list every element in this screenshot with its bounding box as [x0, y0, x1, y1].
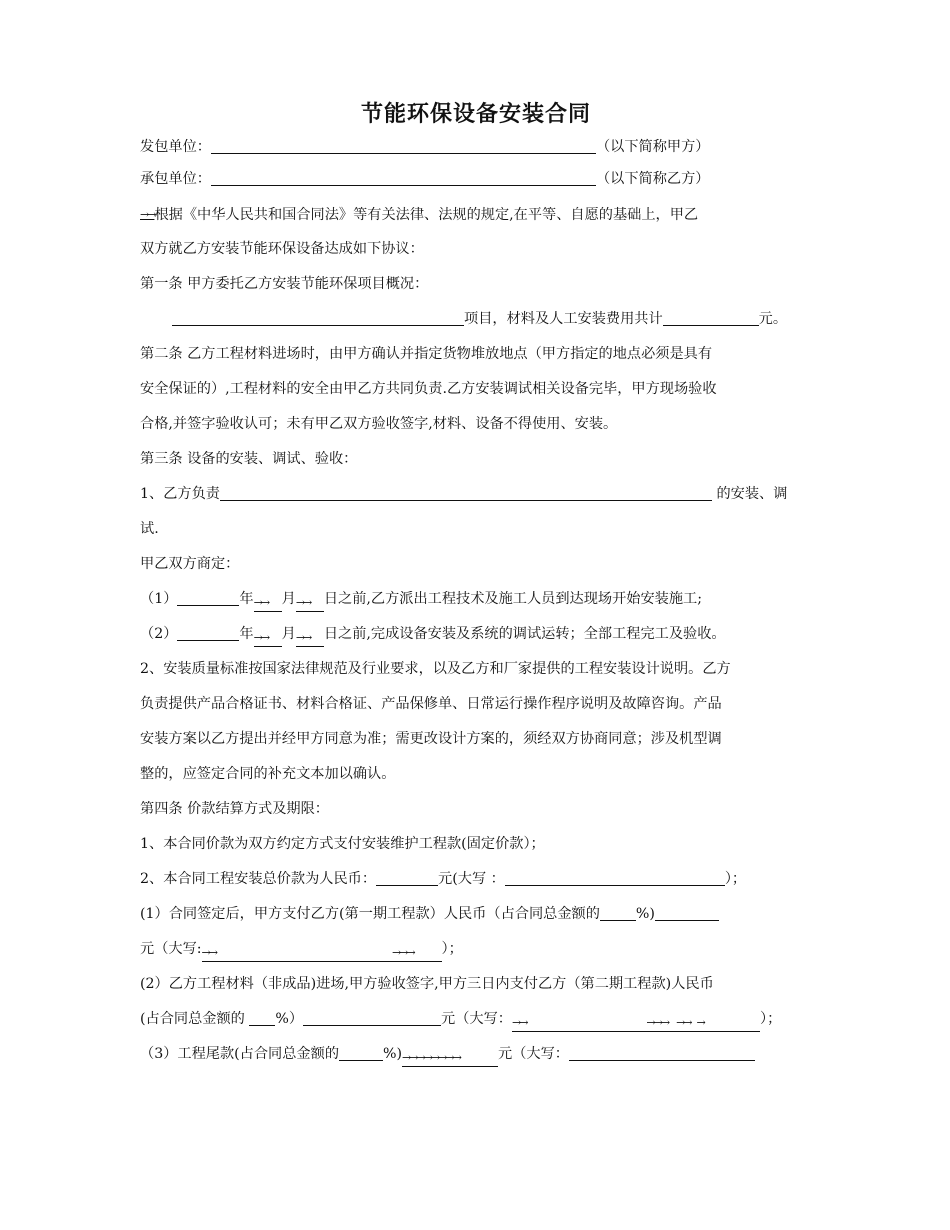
cost-blank[interactable] [663, 309, 759, 326]
final-payment-amount-blank[interactable]: →→→→→→→→ [402, 1050, 498, 1067]
line-contractor [140, 162, 812, 197]
first-payment-text: (1）合同签定后，甲方支付乙方(第一期工程款）人民币（占合同总金额的 [140, 906, 600, 922]
article-2-line-1: 第二条 乙方工程材料进场时，由甲方确认并指定货物堆放地点（甲方指定的地点必须是具有 [140, 346, 713, 362]
complete-date-text: 日之前,完成设备安装及系统的调试运转；全部工程完工及验收。 [323, 626, 726, 642]
total-price-blank[interactable] [376, 869, 438, 886]
first-payment-amount-blank[interactable] [655, 904, 719, 921]
first-payment-uppercase-label: 元（大写: [140, 941, 202, 957]
item-1-number: （1） [140, 591, 178, 607]
contractor-label: 承包单位： [140, 171, 211, 187]
second-payment-uppercase-label: 元（大写： [441, 1011, 512, 1027]
line-second-payment: (2）乙方工程材料（非成品)进场,甲方验收签字,甲方三日内支付乙方（第二期工程款)人民币 [140, 976, 714, 992]
line-employer [140, 132, 812, 162]
total-price-label: 2、本合同工程安装总价款为人民币： [140, 871, 377, 887]
second-payment-amount-blank[interactable] [303, 1009, 441, 1026]
complete-day-blank[interactable]: →→ [296, 630, 324, 647]
price-line-1: 1、本合同价款为双方约定方式支付安装维护工程款(固定价款）； [140, 836, 545, 852]
employer-suffix: （以下简称甲方） [595, 139, 710, 155]
total-price-close: ）； [724, 871, 747, 887]
arrow-mark: → [406, 946, 414, 959]
arrow-mark: →→ [511, 1016, 527, 1029]
arrow-mark: →→ [391, 946, 407, 959]
article-2-line-2: 安全保证的）,工程材料的安全由甲乙方共同负责.乙方安装调试相关设备完毕，甲方现场验收 [140, 381, 717, 397]
employer-label: 发包单位： [140, 139, 211, 155]
article-4-heading: 第四条 价款结算方式及期限： [140, 801, 329, 817]
quality-line-2: 负责提供产品合格证书、材料合格证、产品保修单、日常运行操作程序说明及故障咨询。产品 [140, 696, 722, 712]
line-preamble-2: 双方就乙方安装节能环保设备达成如下协议： [140, 241, 424, 257]
arrow-mark: → [696, 1016, 704, 1029]
line-first-payment [140, 897, 812, 932]
project-name-blank[interactable] [172, 309, 464, 326]
project-cost-text: 项目，材料及人工安装费用共计 [464, 311, 663, 327]
quality-line-4: 整的，应签定合同的补充文本加以确认。 [140, 766, 396, 782]
percent-close: %) [635, 906, 655, 922]
total-price-uppercase-label: 元(大写 ： [438, 871, 505, 887]
first-payment-uppercase-blank[interactable] [202, 945, 442, 962]
arrow-mark: →→ [646, 1016, 661, 1029]
employer-blank[interactable] [211, 137, 596, 154]
percent-close: %) [383, 1046, 403, 1062]
contractor-blank[interactable] [211, 169, 596, 186]
line-install-scope-cont: 试. [140, 521, 159, 537]
final-payment-uppercase-label: 元（大写： [498, 1046, 569, 1062]
month-label: 月 [281, 626, 296, 642]
document-title: 节能环保设备安装合同 [360, 102, 591, 127]
first-payment-uppercase-close: ）； [441, 941, 463, 957]
month-label: 月 [281, 591, 296, 607]
total-price-uppercase-blank[interactable] [505, 869, 725, 886]
install-scope-label: 1、乙方负责 [140, 486, 220, 502]
cost-unit: 元。 [758, 311, 788, 327]
start-year-blank[interactable] [177, 589, 239, 606]
quality-line-3: 安装方案以乙方提出并经甲方同意为准；需更改设计方案的，须经双方协商同意；涉及机型调 [140, 731, 722, 747]
final-payment-uppercase-blank[interactable] [569, 1044, 755, 1061]
line-first-payment-uppercase [140, 932, 812, 967]
install-scope-blank[interactable] [220, 484, 712, 501]
item-2-number: （2） [140, 626, 178, 642]
complete-year-blank[interactable] [177, 624, 239, 641]
line-start-date [140, 582, 812, 617]
second-payment-close: ）； [759, 1011, 782, 1027]
article-3-heading: 第三条 设备的安装、调试、验收： [140, 451, 358, 467]
second-payment-percent-label: (占合同总金额的 [140, 1011, 250, 1027]
tab-arrow-mark: →→ [140, 208, 155, 221]
quality-line-1: 2、安装质量标准按国家法律规范及行业要求，以及乙方和厂家提供的工程安装设计说明。乙方 [140, 661, 731, 677]
preamble-text-1: 根据《中华人民共和国合同法》等有关法律、法规的规定,在平等、自愿的基础上，甲乙 [154, 207, 699, 223]
line-final-payment [140, 1037, 812, 1072]
install-scope-suffix: 的安装、调 [711, 486, 788, 502]
start-date-text: 日之前,乙方派出工程技术及施工人员到达现场开始安装施工; [323, 591, 702, 607]
percent-close: %） [275, 1011, 304, 1027]
contractor-suffix: （以下简称乙方） [595, 171, 710, 187]
final-payment-label: （3）工程尾款(占合同总金额的 [140, 1046, 340, 1062]
article-1-heading: 第一条 甲方委托乙方安装节能环保项目概况： [140, 276, 429, 292]
line-second-payment-amount [140, 1002, 812, 1037]
line-preamble-1 [140, 197, 812, 232]
second-payment-uppercase-blank[interactable] [512, 1015, 760, 1032]
year-label: 年 [239, 626, 254, 642]
second-payment-percent-blank[interactable] [249, 1009, 275, 1026]
arrow-mark: →→ [676, 1016, 691, 1029]
arrow-mark: → [660, 1016, 669, 1029]
start-day-blank[interactable]: →→ [296, 595, 324, 612]
start-month-blank[interactable]: →→ [254, 595, 282, 612]
article-2-line-3: 合格,并签字验收认可；未有甲乙双方验收签字,材料、设备不得使用、安装。 [140, 416, 618, 432]
line-project-cost [140, 302, 812, 337]
final-payment-percent-blank[interactable] [339, 1044, 383, 1061]
arrow-mark: →→ [201, 946, 216, 959]
contract-page [140, 98, 812, 1072]
agreed-heading: 甲乙双方商定： [140, 556, 240, 572]
line-complete-date [140, 617, 812, 652]
year-label: 年 [239, 591, 254, 607]
first-payment-percent-blank[interactable] [600, 904, 636, 921]
complete-month-blank[interactable]: →→ [254, 630, 282, 647]
line-total-price [140, 862, 812, 897]
line-install-scope [140, 477, 812, 512]
